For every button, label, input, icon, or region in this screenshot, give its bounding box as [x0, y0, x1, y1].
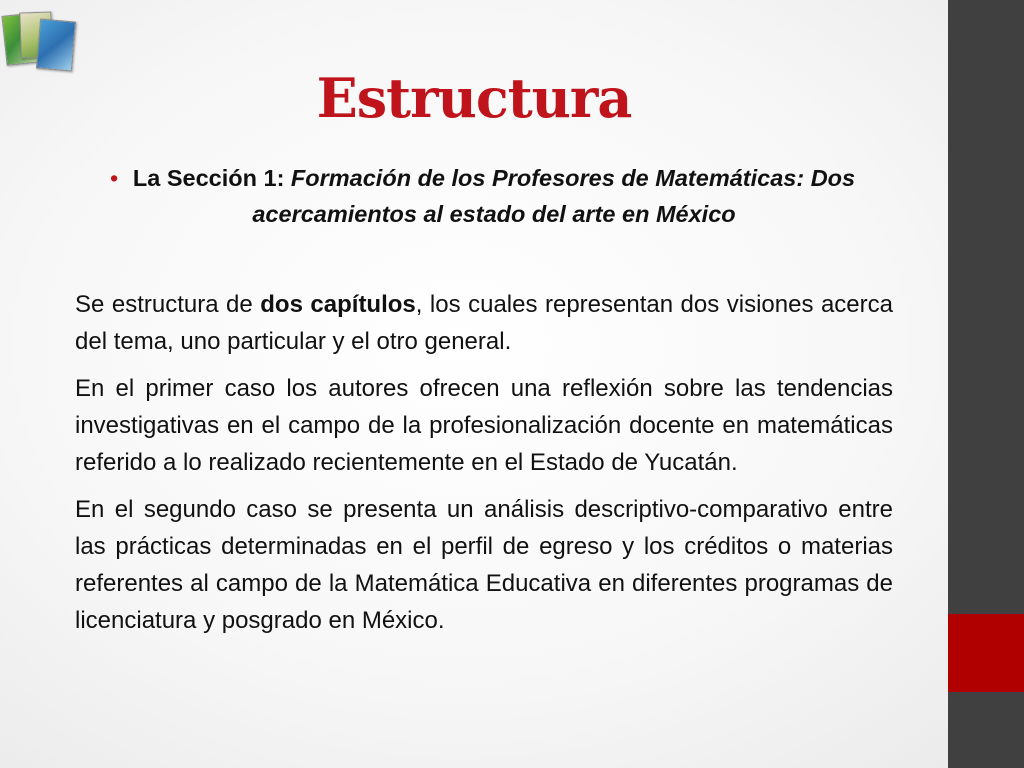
paragraph-second-case: En el segundo caso se presenta un análisis descriptivo-comparativo entre las prácticas determinadas en el perfil de egreso y los créditos o materias referentes al campo de la Matemática Educativa en diferentes programas de licenciatura y posgrado en México. [75, 496, 893, 634]
bullet-lead: La Sección 1: [132, 165, 291, 191]
bullet-text [114, 160, 874, 232]
paragraph-first-case: En el primer caso los autores ofrecen una reflexión sobre las tendencias investigativas en el campo de la profesionalización docente en matemáticas referido a lo realizado recientemente en el Estado de Yucatán. [75, 375, 893, 476]
bullet-section-title: Formación de los Profesores de Matemáticas: Dos acercamientos al estado del arte en México [252, 165, 856, 227]
paragraph-structure [75, 286, 893, 360]
right-sidebar-accent [948, 614, 1024, 692]
book-covers-image [0, 8, 80, 70]
bullet-dot-icon: • [110, 165, 119, 191]
slide-body [75, 286, 893, 649]
paragraph-text: Se estructura de [75, 291, 261, 318]
section-bullet [110, 160, 874, 232]
paragraph-bold-text: dos capítulos [260, 291, 416, 318]
paragraph-text: , los cuales representan dos visiones acerca del tema, uno particular y el otro general. [75, 291, 893, 355]
slide-title: Estructura [316, 66, 632, 130]
